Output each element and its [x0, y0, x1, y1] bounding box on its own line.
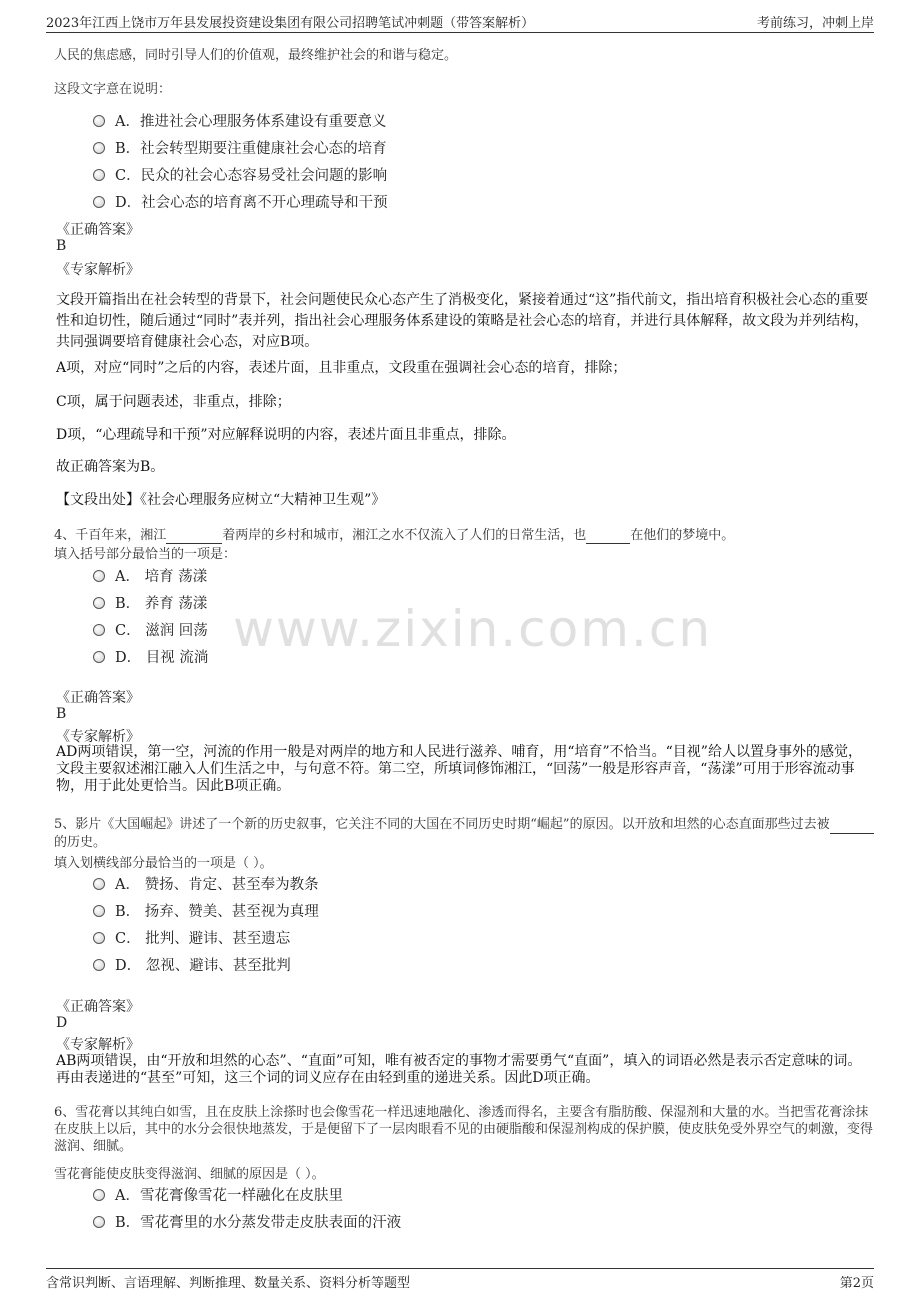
q4-stem: 4、千百年来，湘江 着两岸的乡村和城市，湘江之水不仅流入了人们的日常生活，也 在他们的梦境中。: [54, 528, 735, 543]
q3-answer-label: 《正确答案》: [56, 222, 140, 238]
radio-icon[interactable]: [93, 169, 105, 181]
q3-option-d[interactable]: [93, 191, 388, 213]
q4-answer-label: 《正确答案》: [56, 690, 140, 706]
document-title: 2023年江西上饶市万年县发展投资建设集团有限公司招聘笔试冲刺题（带答案解析）: [46, 16, 535, 31]
q6-ask: 雪花膏能使皮肤变得滋润、细腻的原因是（ ）。: [54, 1167, 325, 1182]
q5-ask: 填入划横线部分最恰当的一项是（ ）。: [54, 856, 273, 871]
option-label: A． 培育 荡漾: [115, 569, 208, 585]
q5-answer-label: 《正确答案》: [56, 999, 140, 1015]
q3-stem-tail: 人民的焦虑感，同时引导人们的价值观，最终维护社会的和谐与稳定。: [54, 48, 458, 63]
option-label: C． 滋润 回荡: [115, 623, 208, 639]
option-label: B． 扬弃、赞美、甚至视为真理: [115, 904, 319, 920]
q3-option-a[interactable]: [93, 110, 386, 132]
q6-option-a[interactable]: [93, 1184, 343, 1206]
option-label: D． 忽视、避讳、甚至批判: [115, 958, 291, 974]
blank-1: [166, 528, 222, 544]
q3-analysis-d: D项，“心理疏导和干预”对应解释说明的内容，表述片面且非重点，排除。: [56, 427, 516, 443]
q5-analysis: AB两项错误，由“开放和坦然的心态”、“直面”可知，唯有被否定的事物才需要勇气“直面”，填入的词语必然是表示否定意味的词。再由表递进的“甚至”可知，这三个词的词义应存在由轻到重的递进关系。因此D项正确。: [56, 1053, 862, 1086]
q3-option-b[interactable]: [93, 137, 387, 159]
radio-icon[interactable]: [93, 905, 105, 917]
q5-option-d[interactable]: [93, 954, 291, 976]
option-label: B．雪花膏里的水分蒸发带走皮肤表面的汗液: [115, 1215, 402, 1231]
radio-icon[interactable]: [93, 115, 105, 127]
radio-icon[interactable]: [93, 142, 105, 154]
q4-option-d[interactable]: [93, 646, 208, 668]
q5-option-c[interactable]: [93, 927, 290, 949]
radio-icon[interactable]: [93, 1189, 105, 1201]
q3-source: 【文段出处】《社会心理服务应树立“大精神卫生观”》: [56, 492, 386, 508]
radio-icon[interactable]: [93, 959, 105, 971]
q5-option-a[interactable]: [93, 873, 319, 895]
blank-2: [586, 528, 630, 544]
q4-answer: B: [56, 706, 67, 722]
radio-icon[interactable]: [93, 196, 105, 208]
radio-icon[interactable]: [93, 651, 105, 663]
q3-ask: 这段文字意在说明：: [54, 82, 172, 97]
header-slogan: 考前练习，冲刺上岸: [756, 16, 874, 31]
q4-analysis: AD两项错误，第一空，河流的作用一般是对两岸的地方和人民进行滋养、哺育，用“培育”不恰当。“目视”给人以置身事外的感觉，文段主要叙述湘江融入人们生活之中，与句意不符。第二空，所填词修饰湘江，“回荡”一般是形容声音，“荡漾”可用于形容流动事物，用于此处更恰当。因此B项正确。: [56, 744, 862, 794]
radio-icon[interactable]: [93, 878, 105, 890]
radio-icon[interactable]: [93, 932, 105, 944]
q3-analysis-a: A项，对应“同时”之后的内容，表述片面，且非重点，文段重在强调社会心态的培育，排除；: [56, 360, 627, 376]
q5-answer: D: [56, 1015, 68, 1031]
q4-ask: 填入括号部分最恰当的一项是：: [54, 547, 237, 562]
q3-analysis-main: 文段开篇指出在社会转型的背景下，社会问题使民众心态产生了消极变化，紧接着通过“这”指代前文，指出培育积极社会心态的重要性和迫切性，随后通过“同时”表并列，指出社会心理服务体系建设的策略是社会心态的培育，并进行具体解释，故文段为并列结构，共同强调要培育健康社会心态，对应B项。: [56, 292, 869, 350]
option-label: D． 目视 流淌: [115, 650, 209, 666]
q3-option-c[interactable]: [93, 164, 387, 186]
option-label: B．社会转型期要注重健康社会心态的培育: [115, 141, 387, 157]
q5-option-b[interactable]: [93, 900, 319, 922]
q4-analysis-label: 《专家解析》: [56, 729, 140, 745]
q5-stem: 5、影片《大国崛起》讲述了一个新的历史叙事，它关注不同的大国在不同历史时期“崛起”的原因。以开放和坦然的心态直面那些过去被 的历史。: [54, 816, 874, 851]
q3-analysis-label: 《专家解析》: [56, 262, 140, 278]
q3-answer: B: [56, 238, 67, 254]
q4-option-c[interactable]: [93, 619, 208, 641]
option-label: B． 养育 荡漾: [115, 596, 208, 612]
footer-categories: 含常识判断、言语理解、判断推理、数量关系、资料分析等题型: [46, 1276, 411, 1291]
page-number: 第2页: [839, 1276, 874, 1291]
radio-icon[interactable]: [93, 570, 105, 582]
radio-icon[interactable]: [93, 597, 105, 609]
q6-option-b[interactable]: [93, 1211, 401, 1233]
option-label: C． 批判、避讳、甚至遗忘: [115, 931, 291, 947]
q5-analysis-label: 《专家解析》: [56, 1037, 140, 1053]
option-label: A． 赞扬、肯定、甚至奉为教条: [115, 877, 319, 893]
option-label: A．雪花膏像雪花一样融化在皮肤里: [115, 1188, 343, 1204]
blank-1: [830, 816, 874, 834]
page-header: [46, 8, 874, 33]
radio-icon[interactable]: [93, 1216, 105, 1228]
radio-icon[interactable]: [93, 624, 105, 636]
q4-option-a[interactable]: [93, 565, 207, 587]
q6-stem: 6、雪花膏以其纯白如雪，且在皮肤上涂搽时也会像雪花一样迅速地融化、渗透而得名，主要含有脂肪酸、保湿剂和大量的水。当把雪花膏涂抹在皮肤上以后，其中的水分会很快地蒸发，于是便留下了一层肉眼看不见的由硬脂酸和保湿剂构成的保护膜，使皮肤免受外界空气的刺激，变得滋润、细腻。: [54, 1105, 874, 1154]
q4-option-b[interactable]: [93, 592, 207, 614]
option-label: A．推进社会心理服务体系建设有重要意义: [115, 114, 387, 130]
watermark: www.zixin.com.cn: [233, 600, 713, 658]
page-footer: [46, 1268, 874, 1291]
q3-analysis-c: C项，属于问题表述，非重点，排除；: [56, 394, 291, 410]
option-label: D．社会心态的培育离不开心理疏导和干预: [115, 195, 388, 211]
option-label: C．民众的社会心态容易受社会问题的影响: [115, 168, 388, 184]
q3-conclusion: 故正确答案为B。: [56, 459, 165, 475]
